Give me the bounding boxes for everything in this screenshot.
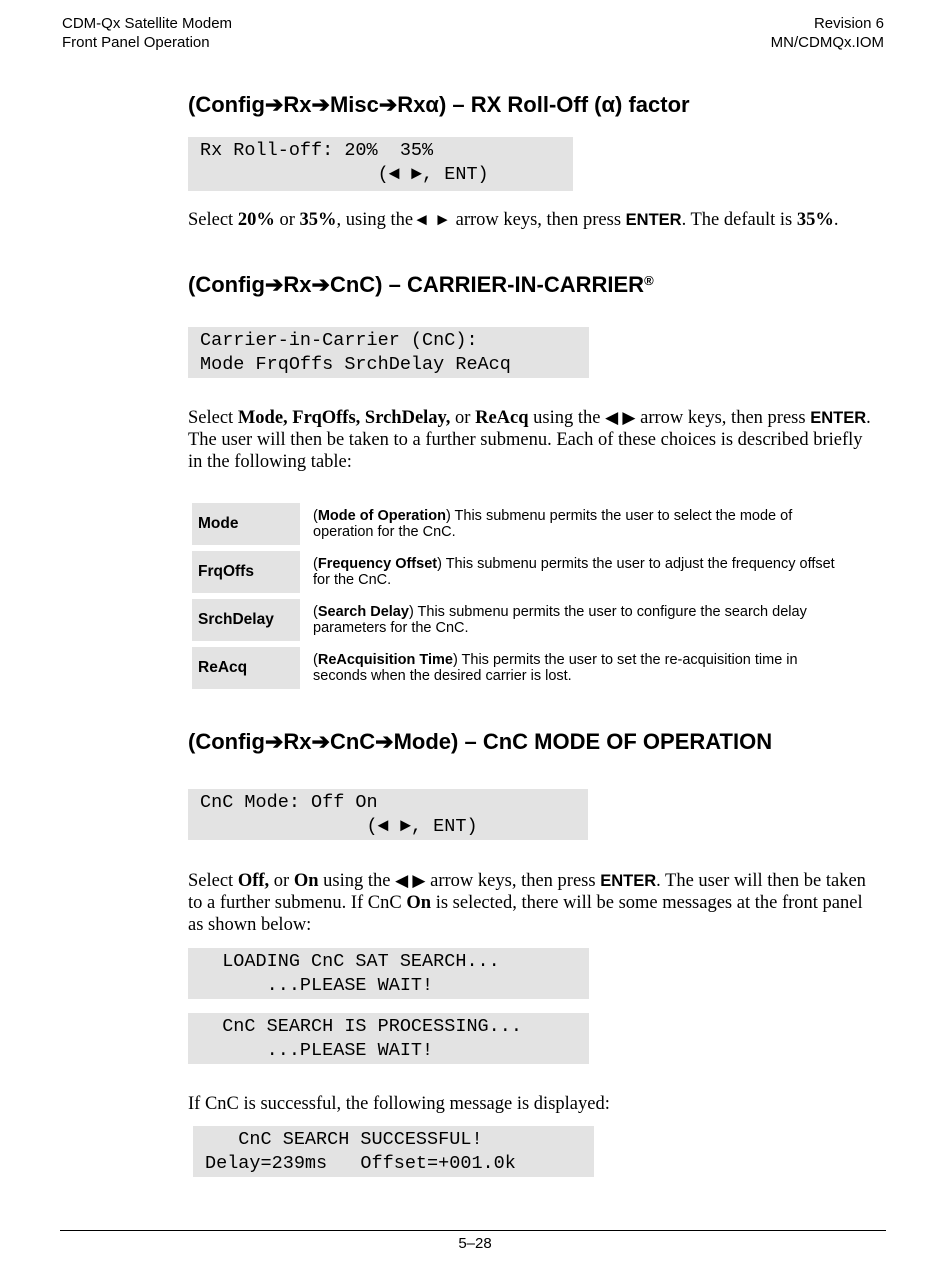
enter-key: ENTER — [625, 211, 682, 229]
table-row — [192, 599, 848, 641]
registered-mark: ® — [644, 273, 654, 288]
table-key: SrchDelay — [192, 599, 300, 641]
lcd-display-cnc — [188, 327, 589, 378]
lcd-display-processing — [188, 1013, 589, 1064]
header-revision: Revision 6 — [813, 15, 884, 32]
option-20: 20% — [237, 210, 275, 230]
cnc-mode-instructions: Select Off, or On using the ◀ ▶ arrow keys, then press ENTER. The user will then be taken to a further submenu. If CnC On is selected, there will be some messages at the front panel as shown below: — [188, 871, 866, 935]
footer-rule — [60, 1230, 886, 1231]
section-heading-rx-rolloff: (Config➔Rx➔Misc➔Rxα) – RX Roll-Off (α) factor — [188, 92, 690, 117]
table-description: (Frequency Offset) This submenu permits the user to adjust the frequency offset for the CnC. — [313, 555, 835, 588]
table-row — [192, 647, 848, 689]
section-heading-cnc-mode: (Config➔Rx➔CnC➔Mode) – CnC MODE OF OPERATION — [188, 729, 773, 754]
arrow-keys-icon: ◀ ▶ — [395, 871, 426, 890]
arrow-keys-icon: ◄ ► — [413, 210, 451, 229]
arrow-keys-icon: ◀ ▶ — [605, 408, 636, 427]
table-description: (ReAcquisition Time) This permits the user to set the re-acquisition time in seconds when the desired carrier is lost. — [313, 651, 798, 684]
lcd-line-1: Carrier-in-Carrier (CnC): — [200, 330, 478, 351]
cnc-submenu-table — [190, 497, 850, 695]
header-chapter: Front Panel Operation — [62, 34, 210, 51]
lcd-line-1: Rx Roll-off: 20% 35% — [200, 140, 434, 161]
lcd-line-2: (◄ ►, ENT) — [200, 816, 478, 837]
option-on: On — [406, 893, 432, 913]
table-row — [192, 503, 848, 545]
table-description: (Mode of Operation) This submenu permits the user to select the mode of operation for the CnC. — [313, 507, 793, 540]
table-key: FrqOffs — [192, 551, 300, 593]
lcd-line-2: ...PLEASE WAIT! — [200, 975, 434, 996]
lcd-display-success — [193, 1126, 594, 1177]
option-off: Off, — [237, 871, 270, 891]
lcd-display-cnc-mode — [188, 789, 588, 840]
lcd-line-2: ...PLEASE WAIT! — [200, 1040, 434, 1061]
lcd-line-1: CnC SEARCH IS PROCESSING... — [200, 1016, 522, 1037]
table-key: ReAcq — [192, 647, 300, 689]
enter-key: ENTER — [600, 872, 657, 890]
option-reacq: ReAcq — [475, 408, 529, 428]
option-35: 35% — [299, 210, 337, 230]
lcd-line-1: CnC SEARCH SUCCESSFUL! — [205, 1129, 483, 1150]
section-heading-cnc: (Config➔Rx➔CnC) – CARRIER-IN-CARRIER® — [188, 272, 654, 297]
header-doc-id: MN/CDMQx.IOM — [770, 34, 884, 51]
table-row — [192, 551, 848, 593]
running-header-right — [771, 14, 884, 52]
cnc-instructions: Select Mode, FrqOffs, SrchDelay, or ReAcq using the ◀ ▶ arrow keys, then press ENTER. The user will then be taken to a further submenu. Each of these choices is described briefly in the following table: — [188, 408, 871, 472]
lcd-line-2: (◄ ►, ENT) — [200, 164, 489, 185]
lcd-line-2: Mode FrqOffs SrchDelay ReAcq — [200, 354, 511, 375]
lcd-display-loading — [188, 948, 589, 999]
option-on: On — [293, 871, 319, 891]
lcd-display-rolloff — [188, 137, 573, 191]
rolloff-instructions: Select 20% or 35%, using the◄ ► arrow keys, then press ENTER. The default is 35%. — [188, 210, 839, 230]
lcd-line-1: CnC Mode: Off On — [200, 792, 378, 813]
default-value: 35% — [796, 210, 834, 230]
success-text: If CnC is successful, the following message is displayed: — [188, 1094, 610, 1114]
lcd-line-2: Delay=239ms Offset=+001.0k — [205, 1153, 516, 1174]
table-key: Mode — [192, 503, 300, 545]
enter-key: ENTER — [810, 409, 867, 427]
cnc-options: Mode, FrqOffs, SrchDelay, — [237, 408, 451, 428]
table-description: (Search Delay) This submenu permits the user to configure the search delay parameters for the CnC. — [313, 603, 807, 636]
header-product: CDM-Qx Satellite Modem — [62, 15, 233, 32]
running-header-left — [62, 14, 232, 52]
page-number: 5–28 — [458, 1235, 492, 1252]
lcd-line-1: LOADING CnC SAT SEARCH... — [200, 951, 500, 972]
